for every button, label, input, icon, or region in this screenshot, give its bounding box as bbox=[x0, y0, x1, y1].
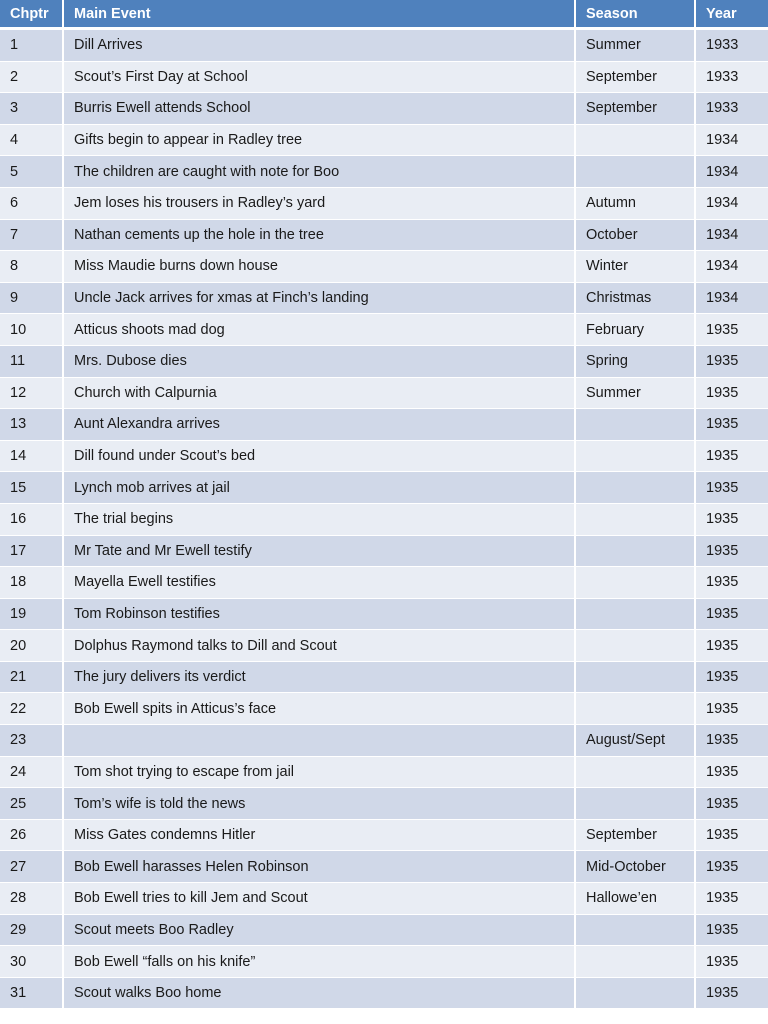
cell-year: 1935 bbox=[696, 693, 768, 725]
cell-main-event: Bob Ewell spits in Atticus’s face bbox=[64, 693, 576, 725]
cell-year: 1935 bbox=[696, 441, 768, 473]
table-row bbox=[0, 504, 768, 536]
table-row bbox=[0, 409, 768, 441]
cell-main-event: Tom Robinson testifies bbox=[64, 599, 576, 631]
table-row bbox=[0, 757, 768, 789]
table-row bbox=[0, 62, 768, 94]
header-year: Year bbox=[696, 0, 768, 30]
cell-year: 1935 bbox=[696, 725, 768, 757]
cell-season bbox=[576, 693, 696, 725]
cell-season: Hallowe’en bbox=[576, 883, 696, 915]
cell-main-event: Mr Tate and Mr Ewell testify bbox=[64, 536, 576, 568]
cell-chapter: 21 bbox=[0, 662, 64, 694]
cell-season: Mid-October bbox=[576, 851, 696, 883]
table-row bbox=[0, 946, 768, 978]
table-row bbox=[0, 125, 768, 157]
cell-year: 1935 bbox=[696, 851, 768, 883]
cell-season bbox=[576, 536, 696, 568]
header-season: Season bbox=[576, 0, 696, 30]
cell-chapter: 3 bbox=[0, 93, 64, 125]
cell-year: 1934 bbox=[696, 125, 768, 157]
cell-main-event: Dill Arrives bbox=[64, 30, 576, 62]
cell-season bbox=[576, 472, 696, 504]
table-row bbox=[0, 978, 768, 1010]
cell-year: 1935 bbox=[696, 378, 768, 410]
cell-chapter: 18 bbox=[0, 567, 64, 599]
cell-season bbox=[576, 630, 696, 662]
cell-chapter: 29 bbox=[0, 915, 64, 947]
cell-chapter: 10 bbox=[0, 314, 64, 346]
cell-chapter: 23 bbox=[0, 725, 64, 757]
cell-year: 1935 bbox=[696, 536, 768, 568]
table-row bbox=[0, 93, 768, 125]
table-row bbox=[0, 441, 768, 473]
table-row bbox=[0, 915, 768, 947]
cell-main-event: Scout’s First Day at School bbox=[64, 62, 576, 94]
header-row bbox=[0, 0, 768, 30]
cell-main-event: Dill found under Scout’s bed bbox=[64, 441, 576, 473]
cell-season bbox=[576, 156, 696, 188]
cell-main-event: Mayella Ewell testifies bbox=[64, 567, 576, 599]
cell-chapter: 14 bbox=[0, 441, 64, 473]
cell-main-event: Tom shot trying to escape from jail bbox=[64, 757, 576, 789]
table-row bbox=[0, 599, 768, 631]
table-row bbox=[0, 630, 768, 662]
cell-chapter: 28 bbox=[0, 883, 64, 915]
table-row bbox=[0, 820, 768, 852]
cell-chapter: 25 bbox=[0, 788, 64, 820]
cell-main-event: Atticus shoots mad dog bbox=[64, 314, 576, 346]
cell-year: 1935 bbox=[696, 915, 768, 947]
table-row bbox=[0, 283, 768, 315]
cell-main-event: Bob Ewell tries to kill Jem and Scout bbox=[64, 883, 576, 915]
table-row bbox=[0, 851, 768, 883]
cell-season bbox=[576, 662, 696, 694]
table-body bbox=[0, 30, 768, 1009]
cell-chapter: 2 bbox=[0, 62, 64, 94]
cell-season: September bbox=[576, 62, 696, 94]
cell-season bbox=[576, 978, 696, 1010]
table-row bbox=[0, 788, 768, 820]
cell-chapter: 4 bbox=[0, 125, 64, 157]
cell-season: Spring bbox=[576, 346, 696, 378]
cell-main-event: Aunt Alexandra arrives bbox=[64, 409, 576, 441]
cell-year: 1934 bbox=[696, 283, 768, 315]
cell-season: Winter bbox=[576, 251, 696, 283]
cell-chapter: 8 bbox=[0, 251, 64, 283]
cell-season: September bbox=[576, 820, 696, 852]
cell-main-event: Bob Ewell harasses Helen Robinson bbox=[64, 851, 576, 883]
cell-chapter: 26 bbox=[0, 820, 64, 852]
cell-main-event: Church with Calpurnia bbox=[64, 378, 576, 410]
cell-chapter: 6 bbox=[0, 188, 64, 220]
table-row bbox=[0, 156, 768, 188]
cell-chapter: 12 bbox=[0, 378, 64, 410]
cell-season bbox=[576, 757, 696, 789]
cell-season: Autumn bbox=[576, 188, 696, 220]
cell-year: 1935 bbox=[696, 599, 768, 631]
table-row bbox=[0, 314, 768, 346]
cell-year: 1935 bbox=[696, 472, 768, 504]
cell-year: 1935 bbox=[696, 662, 768, 694]
cell-main-event: Tom’s wife is told the news bbox=[64, 788, 576, 820]
cell-season bbox=[576, 788, 696, 820]
cell-chapter: 11 bbox=[0, 346, 64, 378]
table-row bbox=[0, 188, 768, 220]
cell-main-event: Mrs. Dubose dies bbox=[64, 346, 576, 378]
cell-main-event bbox=[64, 725, 576, 757]
table-row bbox=[0, 883, 768, 915]
cell-year: 1935 bbox=[696, 504, 768, 536]
cell-chapter: 7 bbox=[0, 220, 64, 252]
table-row bbox=[0, 346, 768, 378]
cell-main-event: The jury delivers its verdict bbox=[64, 662, 576, 694]
cell-main-event: The children are caught with note for Boo bbox=[64, 156, 576, 188]
cell-main-event: Gifts begin to appear in Radley tree bbox=[64, 125, 576, 157]
table-row bbox=[0, 251, 768, 283]
cell-year: 1935 bbox=[696, 567, 768, 599]
cell-year: 1933 bbox=[696, 93, 768, 125]
cell-season: Christmas bbox=[576, 283, 696, 315]
cell-chapter: 31 bbox=[0, 978, 64, 1010]
cell-chapter: 27 bbox=[0, 851, 64, 883]
cell-season: August/Sept bbox=[576, 725, 696, 757]
cell-year: 1935 bbox=[696, 346, 768, 378]
cell-season bbox=[576, 125, 696, 157]
cell-main-event: Burris Ewell attends School bbox=[64, 93, 576, 125]
cell-year: 1935 bbox=[696, 314, 768, 346]
table-row bbox=[0, 567, 768, 599]
table-row bbox=[0, 378, 768, 410]
cell-chapter: 30 bbox=[0, 946, 64, 978]
cell-chapter: 16 bbox=[0, 504, 64, 536]
cell-main-event: Bob Ewell “falls on his knife” bbox=[64, 946, 576, 978]
cell-year: 1934 bbox=[696, 251, 768, 283]
cell-chapter: 1 bbox=[0, 30, 64, 62]
cell-chapter: 24 bbox=[0, 757, 64, 789]
cell-year: 1935 bbox=[696, 820, 768, 852]
cell-year: 1935 bbox=[696, 946, 768, 978]
table-header bbox=[0, 0, 768, 30]
cell-year: 1933 bbox=[696, 62, 768, 94]
cell-season bbox=[576, 946, 696, 978]
cell-chapter: 17 bbox=[0, 536, 64, 568]
cell-season: Summer bbox=[576, 30, 696, 62]
cell-season bbox=[576, 599, 696, 631]
header-main-event: Main Event bbox=[64, 0, 576, 30]
cell-main-event: The trial begins bbox=[64, 504, 576, 536]
cell-chapter: 15 bbox=[0, 472, 64, 504]
header-chapter: Chptr bbox=[0, 0, 64, 30]
cell-season bbox=[576, 409, 696, 441]
cell-main-event: Nathan cements up the hole in the tree bbox=[64, 220, 576, 252]
cell-season bbox=[576, 504, 696, 536]
table-row bbox=[0, 662, 768, 694]
cell-season: September bbox=[576, 93, 696, 125]
cell-year: 1935 bbox=[696, 409, 768, 441]
cell-season: February bbox=[576, 314, 696, 346]
cell-year: 1934 bbox=[696, 188, 768, 220]
cell-main-event: Miss Maudie burns down house bbox=[64, 251, 576, 283]
cell-season: Summer bbox=[576, 378, 696, 410]
cell-year: 1935 bbox=[696, 978, 768, 1010]
cell-main-event: Uncle Jack arrives for xmas at Finch’s landing bbox=[64, 283, 576, 315]
table-row bbox=[0, 472, 768, 504]
table-row bbox=[0, 536, 768, 568]
cell-chapter: 19 bbox=[0, 599, 64, 631]
table-row bbox=[0, 725, 768, 757]
cell-chapter: 9 bbox=[0, 283, 64, 315]
table-row bbox=[0, 220, 768, 252]
cell-main-event: Scout meets Boo Radley bbox=[64, 915, 576, 947]
cell-main-event: Scout walks Boo home bbox=[64, 978, 576, 1010]
cell-year: 1935 bbox=[696, 788, 768, 820]
cell-year: 1933 bbox=[696, 30, 768, 62]
cell-main-event: Jem loses his trousers in Radley’s yard bbox=[64, 188, 576, 220]
cell-chapter: 13 bbox=[0, 409, 64, 441]
cell-main-event: Dolphus Raymond talks to Dill and Scout bbox=[64, 630, 576, 662]
cell-chapter: 5 bbox=[0, 156, 64, 188]
cell-year: 1935 bbox=[696, 883, 768, 915]
cell-year: 1934 bbox=[696, 220, 768, 252]
table-row bbox=[0, 30, 768, 62]
cell-main-event: Lynch mob arrives at jail bbox=[64, 472, 576, 504]
cell-main-event: Miss Gates condemns Hitler bbox=[64, 820, 576, 852]
cell-season bbox=[576, 567, 696, 599]
cell-season bbox=[576, 441, 696, 473]
cell-season: October bbox=[576, 220, 696, 252]
cell-year: 1934 bbox=[696, 156, 768, 188]
cell-chapter: 20 bbox=[0, 630, 64, 662]
cell-year: 1935 bbox=[696, 757, 768, 789]
cell-season bbox=[576, 915, 696, 947]
cell-chapter: 22 bbox=[0, 693, 64, 725]
table-row bbox=[0, 693, 768, 725]
cell-year: 1935 bbox=[696, 630, 768, 662]
